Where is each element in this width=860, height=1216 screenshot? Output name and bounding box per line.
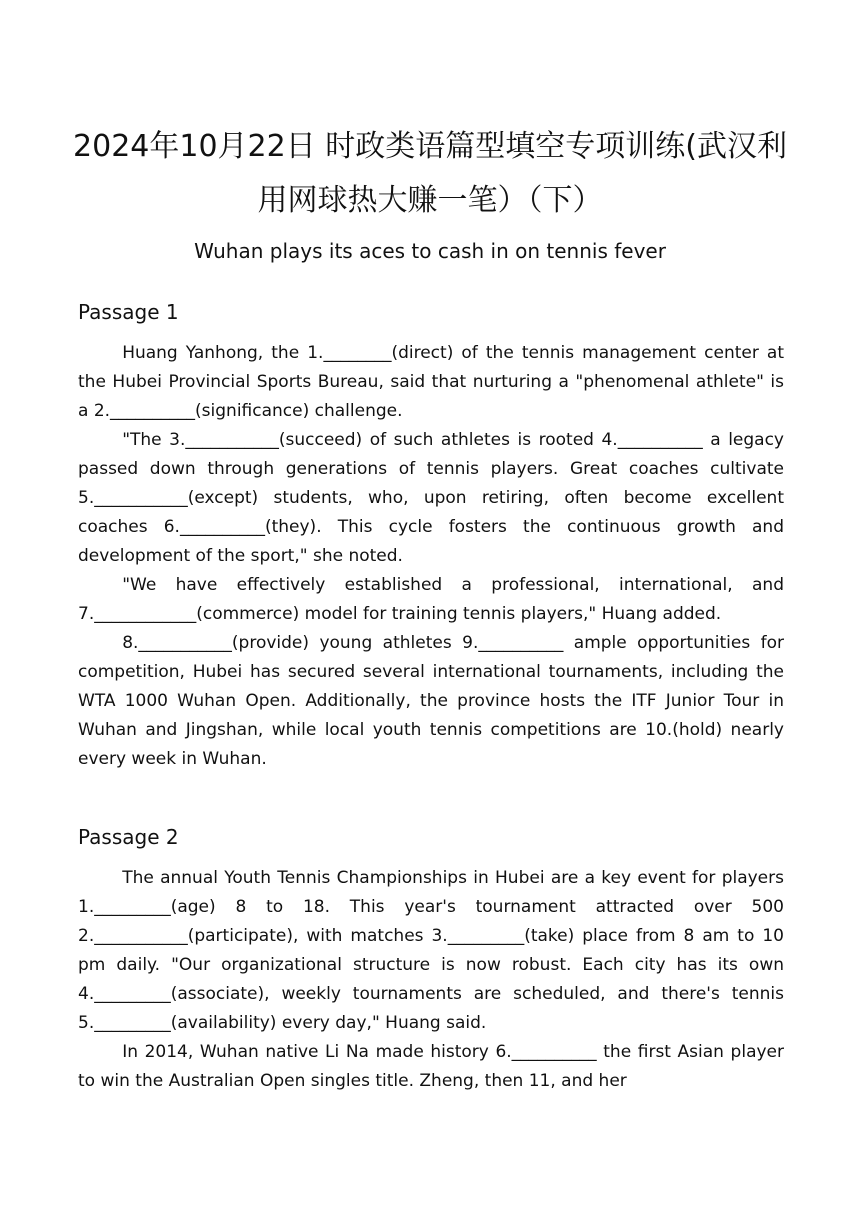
passage-2-body xyxy=(78,864,784,1096)
passage-1-paragraph: "The 3.___________(succeed) of such athletes is rooted 4.__________ a legacy passed down through generations of tennis players. Great coaches cultivate 5.___________(except) students, who, upon retiring, often become excellent coaches 6.__________(they). This cycle fosters the continuous growth and development of the sport," she noted. xyxy=(78,430,784,566)
passage-2-paragraph: In 2014, Wuhan native Li Na made history 6.__________ the first Asian player to win the Australian Open singles title. Zheng, then 11, and her xyxy=(78,1042,784,1091)
passage-1-paragraph: 8.___________(provide) young athletes 9.__________ ample opportunities for competition, Hubei has secured several international tournaments, including the WTA 1000 Wuhan Open. Additionally, the province hosts the ITF Junior Tour in Wuhan and Jingshan, while local youth tennis competitions are 10.(hold) nearly every week in Wuhan. xyxy=(78,633,784,769)
passage-1-body xyxy=(78,339,784,774)
passage-2-paragraph: The annual Youth Tennis Championships in Hubei are a key event for players 1._________(age) 8 to 18. This year's tournament attracted over 500 2.___________(participate), with matches 3._________(take) place from 8 am to 10 pm daily. "Our organizational structure is now robust. Each city has its own 4._________(associate), weekly tournaments are scheduled, and there's tennis 5._________(availability) every day," Huang said. xyxy=(78,868,784,1033)
passage-1-paragraph: Huang Yanhong, the 1.________(direct) of the tennis management center at the Hubei Provincial Sports Bureau, said that nurturing a "phenomenal athlete" is a 2.__________(significance) challenge. xyxy=(78,343,784,421)
passage-1-heading: Passage 1 xyxy=(78,300,179,324)
passage-1-paragraph: "We have effectively established a professional, international, and 7.____________(commerce) model for training tennis players," Huang added. xyxy=(78,575,784,624)
passage-2-heading: Passage 2 xyxy=(78,825,179,849)
article-subtitle: Wuhan plays its aces to cash in on tennis fever xyxy=(194,239,666,263)
document-title: 2024年10月22日 时政类语篇型填空专项训练(武汉利用网球热大赚一笔）（下） xyxy=(73,129,787,218)
